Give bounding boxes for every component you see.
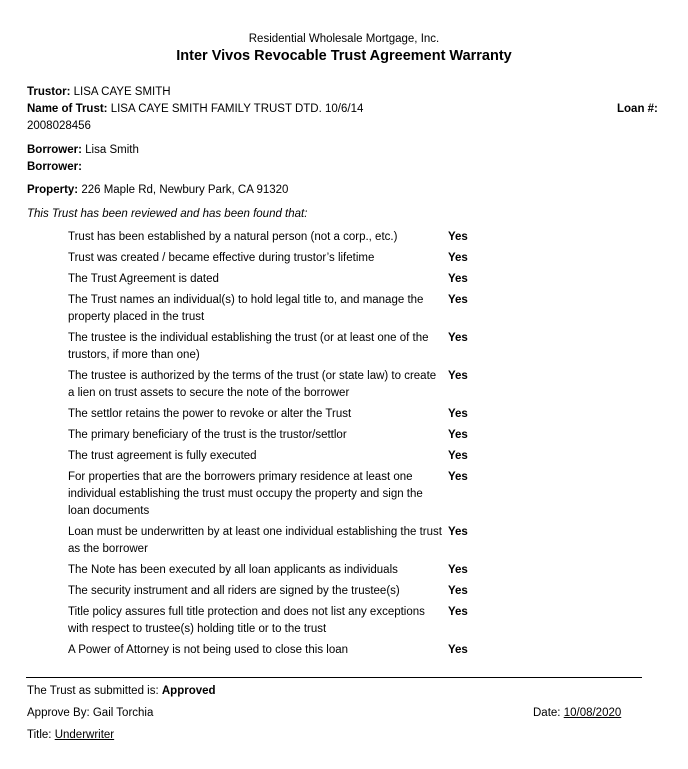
checklist-row [68,427,488,444]
trustor-label: Trustor: [27,86,71,98]
borrower-label-1: Borrower: [27,144,82,156]
approve-value: Gail Torchia [92,707,154,719]
checklist-row [68,368,488,402]
checklist-answer: Yes [448,644,468,656]
checklist-question: The trustee is the individual establishing the trust (or at least one of the trustors, if more than one) [68,332,429,361]
checklist-row [68,583,488,600]
checklist-question: The security instrument and all riders are signed by the trustee(s) [68,585,400,597]
checklist-answer: Yes [448,450,468,462]
checklist-row [68,292,488,326]
checklist-row [68,250,488,267]
checklist-row [68,271,488,288]
title-line [27,729,114,741]
checklist-answer: Yes [448,294,468,306]
checklist-answer: Yes [448,273,468,285]
checklist-row [68,229,488,246]
checklist-question: The trust agreement is fully executed [68,450,257,462]
checklist-question: Trust was created / became effective during trustor’s lifetime [68,252,375,264]
trustor-line [27,86,171,98]
trust-number: 2008028456 [27,120,91,132]
borrower-value-1: Lisa Smith [85,144,139,156]
title-label: Title: [27,729,52,741]
checklist-answer: Yes [448,429,468,441]
checklist-row [68,406,488,423]
checklist-answer: Yes [448,585,468,597]
checklist-question: The primary beneficiary of the trust is the trustor/settlor [68,429,347,441]
checklist-row [68,562,488,579]
borrower-label-2: Borrower: [27,161,82,173]
checklist-question: Trust has been established by a natural person (not a corp., etc.) [68,231,398,243]
checklist-row [68,448,488,465]
status-value: Approved [161,685,216,697]
checklist-answer: Yes [448,332,468,344]
checklist-question: Loan must be underwritten by at least one individual establishing the trust as the borrower [68,526,442,555]
checklist-question: A Power of Attorney is not being used to close this loan [68,644,349,656]
divider [26,677,642,678]
checklist [68,229,488,663]
company-name: Residential Wholesale Mortgage, Inc. [248,33,440,45]
checklist-answer: Yes [448,564,468,576]
trust-name-value: LISA CAYE SMITH FAMILY TRUST DTD. 10/6/14 [110,103,364,115]
checklist-question: Title policy assures full title protection and does not list any exceptions with respect to trustee(s) holding title or to the trust [68,606,425,635]
checklist-answer: Yes [448,231,468,243]
checklist-question: The Trust names an individual(s) to hold legal title to, and manage the property placed in the trust [68,294,424,323]
checklist-answer: Yes [448,471,468,483]
checklist-row [68,604,488,638]
property-line [27,184,288,196]
borrower-line-2 [27,161,82,173]
loan-number-label: Loan #: [617,103,658,115]
checklist-answer: Yes [448,526,468,538]
checklist-row [68,330,488,364]
checklist-question: The Note has been executed by all loan applicants as individuals [68,564,398,576]
approve-line [27,707,153,719]
checklist-question: The trustee is authorized by the terms of the trust (or state law) to create a lien on trust assets to secure the note of the borrower [68,370,437,399]
checklist-question: The Trust Agreement is dated [68,273,219,285]
checklist-answer: Yes [448,408,468,420]
status-line [27,685,216,697]
approve-label: Approve By: [27,707,90,719]
checklist-answer: Yes [448,370,468,382]
date-label: Date: [533,707,561,719]
checklist-row [68,642,488,659]
review-intro: This Trust has been reviewed and has been found that: [27,208,308,220]
borrower-line-1 [27,144,139,156]
status-label: The Trust as submitted is: [27,685,159,697]
trust-name-line [27,103,363,115]
trustor-value: LISA CAYE SMITH [73,86,171,98]
property-label: Property: [27,184,79,196]
title-value: Underwriter [54,729,115,741]
date-value: 10/08/2020 [563,707,622,719]
checklist-answer: Yes [448,252,468,264]
document-title: Inter Vivos Revocable Trust Agreement Warranty [176,48,512,64]
property-value: 226 Maple Rd, Newbury Park, CA 91320 [81,184,289,196]
checklist-row [68,469,488,520]
checklist-row [68,524,488,558]
checklist-answer: Yes [448,606,468,618]
checklist-question: The settlor retains the power to revoke or alter the Trust [68,408,352,420]
trust-name-label: Name of Trust: [27,103,108,115]
checklist-question: For properties that are the borrowers primary residence at least one individual establishing the trust must occupy the property and sign the loan documents [68,471,423,517]
date-line [533,707,621,719]
